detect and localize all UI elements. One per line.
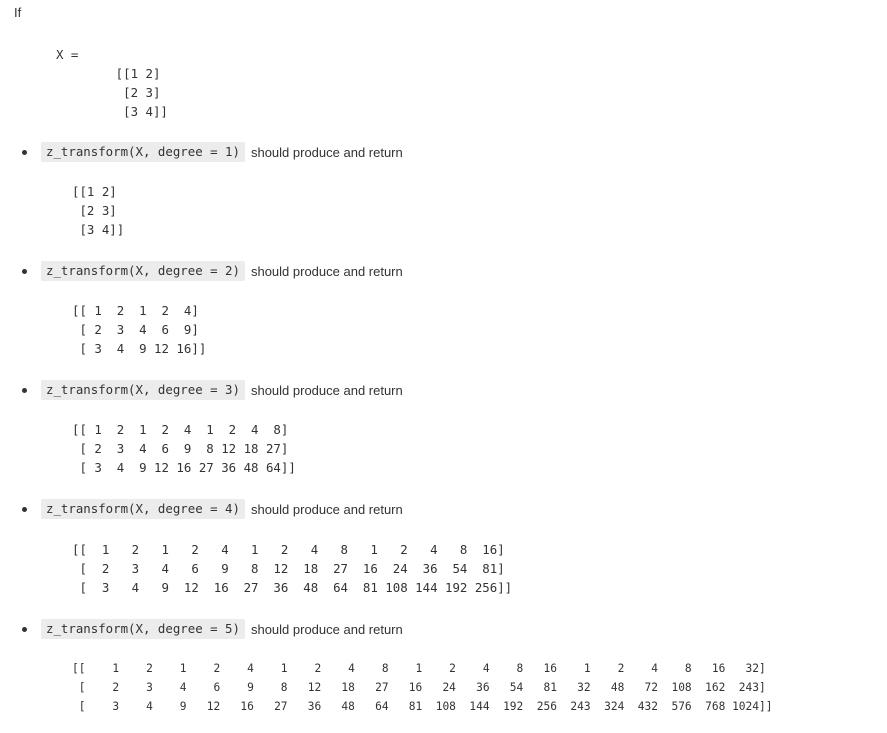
description-text: should produce and return bbox=[250, 382, 403, 398]
bullet-icon bbox=[22, 507, 27, 512]
example-item-degree-1 bbox=[22, 141, 403, 163]
bullet-icon bbox=[22, 627, 27, 632]
bullet-icon bbox=[22, 269, 27, 274]
code-call: z_transform(X, degree = 3) bbox=[41, 380, 245, 400]
output-block-degree-2: [[ 1 2 1 2 4] [ 2 3 4 6 9] [ 3 4 9 12 16]] bbox=[72, 303, 207, 356]
code-call: z_transform(X, degree = 4) bbox=[41, 499, 245, 519]
description-text: should produce and return bbox=[250, 621, 403, 637]
description-text: should produce and return bbox=[250, 501, 403, 517]
example-item-degree-3 bbox=[22, 379, 403, 401]
description-text: should produce and return bbox=[250, 263, 403, 279]
example-item-degree-2 bbox=[22, 260, 403, 282]
example-item-degree-5 bbox=[22, 618, 403, 640]
output-block-degree-5: [[ 1 2 1 2 4 1 2 4 8 1 2 4 8 16 1 2 4 8 16 32] [ 2 3 4 6 9 8 12 18 27 16 24 36 54 81 32 48 72 108 162 243] [ 3 4 9 12 16 27 36 48 64 81 108 144 192 256 243 324 432 576 768 1024]] bbox=[72, 662, 773, 713]
example-item-degree-4 bbox=[22, 498, 403, 520]
code-call: z_transform(X, degree = 5) bbox=[41, 619, 245, 639]
output-block-degree-4: [[ 1 2 1 2 4 1 2 4 8 1 2 4 8 16] [ 2 3 4 6 9 8 12 18 27 16 24 36 54 81] [ 3 4 9 12 16 27 36 48 64 81 108 144 192 256]] bbox=[72, 542, 513, 595]
intro-text: If bbox=[14, 5, 22, 20]
x-definition-block: X = [[1 2] [2 3] [3 4]] bbox=[56, 47, 168, 119]
output-block-degree-1: [[1 2] [2 3] [3 4]] bbox=[72, 184, 125, 237]
code-call: z_transform(X, degree = 2) bbox=[41, 261, 245, 281]
description-text: should produce and return bbox=[250, 144, 403, 160]
code-call: z_transform(X, degree = 1) bbox=[41, 142, 245, 162]
output-block-degree-3: [[ 1 2 1 2 4 1 2 4 8] [ 2 3 4 6 9 8 12 18 27] [ 3 4 9 12 16 27 36 48 64]] bbox=[72, 422, 296, 475]
bullet-icon bbox=[22, 388, 27, 393]
bullet-icon bbox=[22, 150, 27, 155]
